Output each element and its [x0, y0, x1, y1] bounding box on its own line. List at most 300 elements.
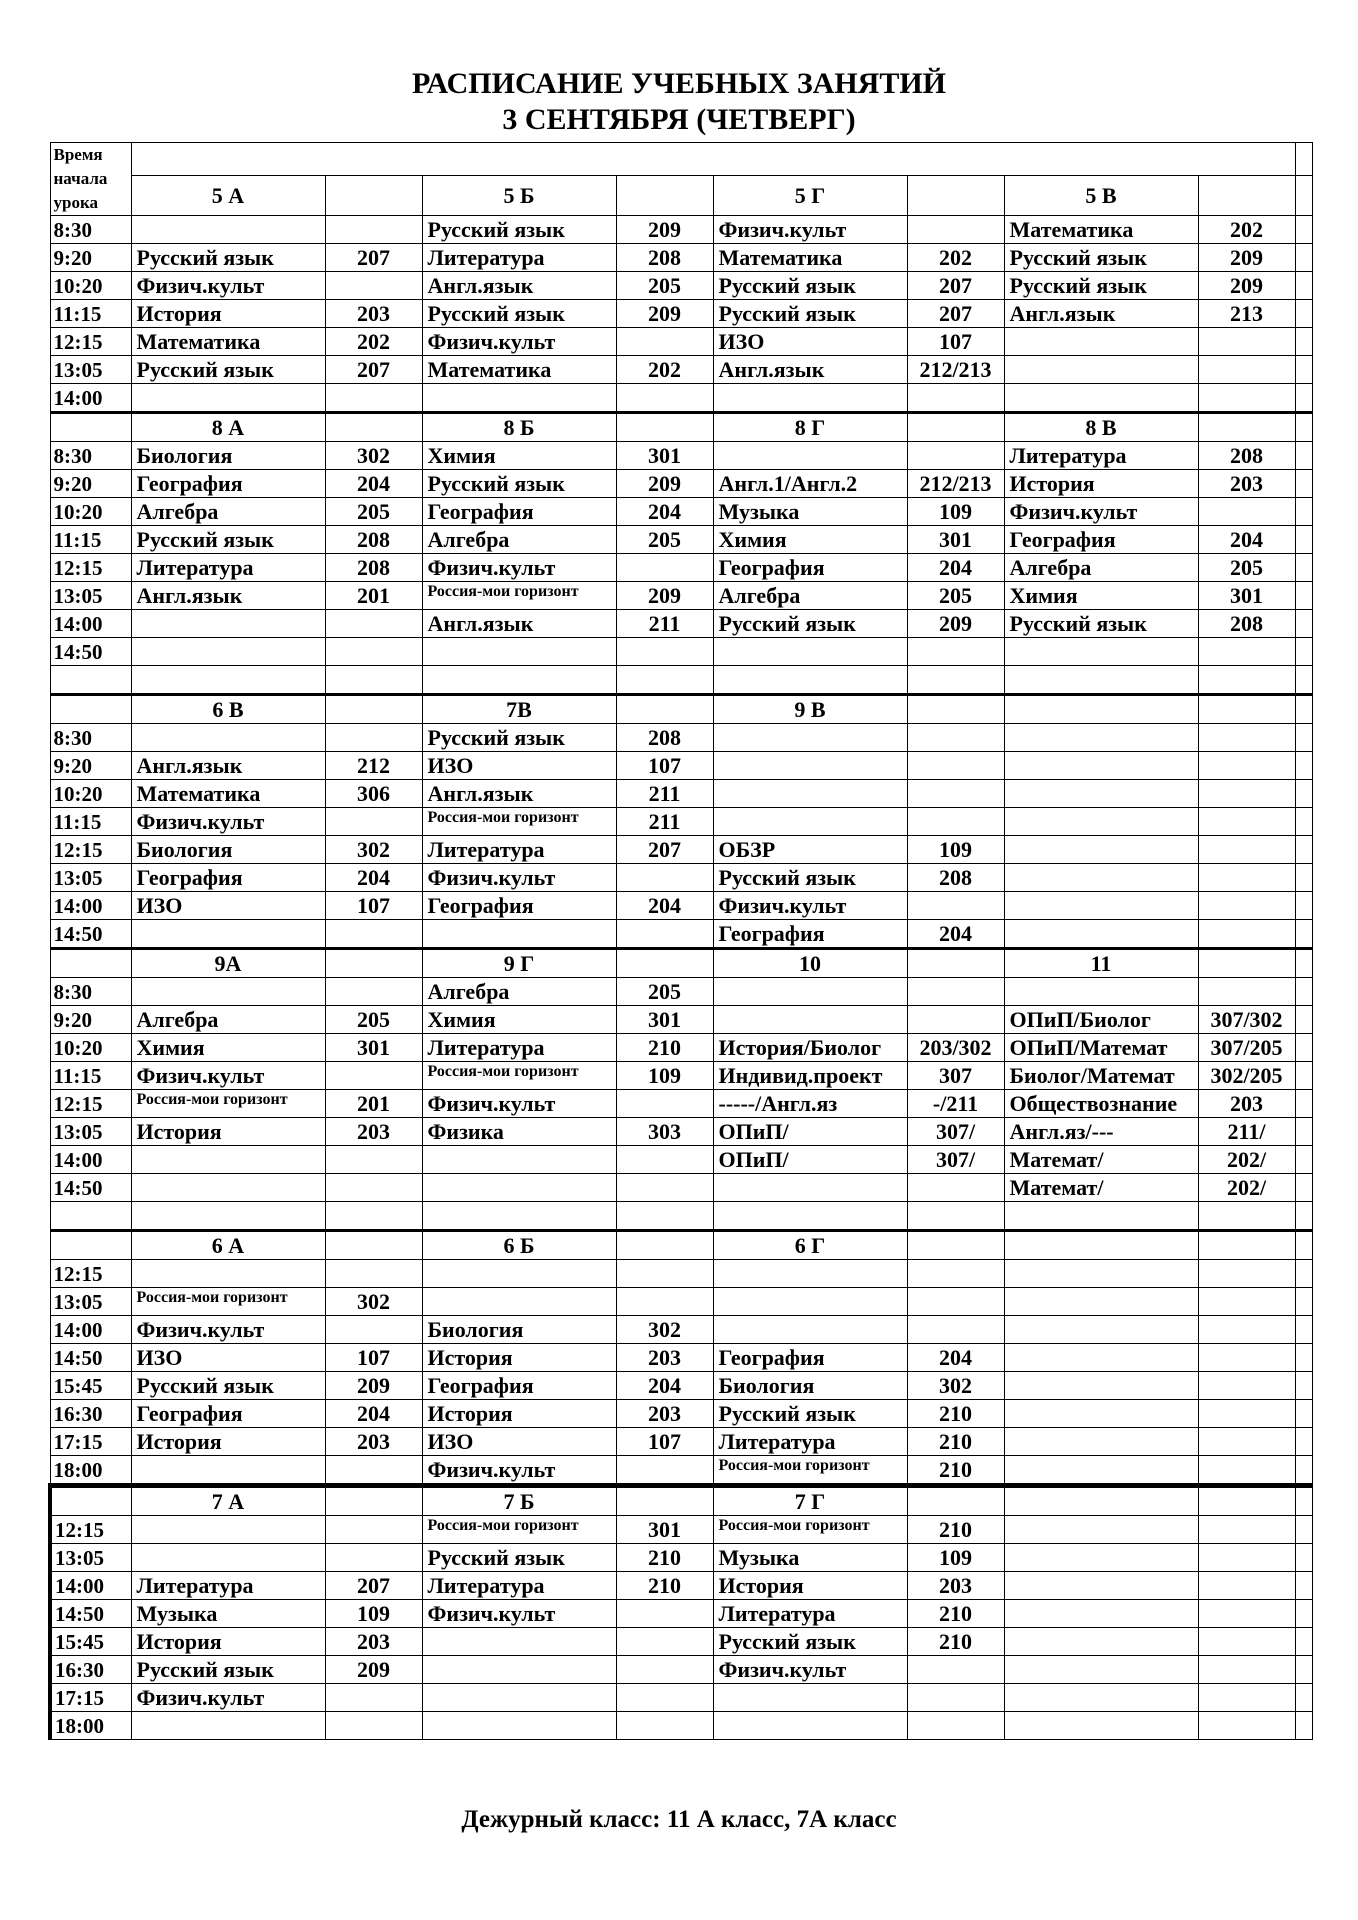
room-number: [907, 1202, 1004, 1231]
room-number: 203: [1198, 1090, 1295, 1118]
edge-cell: [1295, 1174, 1312, 1202]
room-number: 205: [907, 582, 1004, 610]
lesson-time: 13:05: [50, 1544, 131, 1572]
subject: Обществознание: [1004, 1090, 1198, 1118]
lesson-row: [50, 1006, 1312, 1034]
room-number: 203: [325, 300, 422, 328]
subject: Математ/: [1004, 1174, 1198, 1202]
subject: [422, 666, 616, 695]
room-number: 205: [1198, 554, 1295, 582]
room-number: [907, 752, 1004, 780]
room-header-cell: [907, 695, 1004, 724]
room-number: 208: [1198, 442, 1295, 470]
subject: [1004, 920, 1198, 949]
lesson-row: [50, 384, 1312, 413]
lesson-time: 14:00: [50, 892, 131, 920]
class-name: 11: [1004, 949, 1198, 978]
edge-cell: [1295, 1628, 1312, 1656]
subject: Математика: [131, 780, 325, 808]
subject: -----/Англ.яз: [713, 1090, 907, 1118]
room-number: [616, 1600, 713, 1628]
room-number: 203: [325, 1428, 422, 1456]
room-number: 204: [616, 892, 713, 920]
room-header-cell: [325, 1486, 422, 1516]
room-number: [907, 1316, 1004, 1344]
subject: Физика: [422, 1118, 616, 1146]
room-number: [325, 1544, 422, 1572]
subject: [713, 1006, 907, 1034]
subject: Русский язык: [713, 610, 907, 638]
lesson-row: [50, 470, 1312, 498]
subject: Русский язык: [131, 1656, 325, 1684]
room-number: [325, 610, 422, 638]
room-number: 204: [907, 1344, 1004, 1372]
subject: Русский язык: [713, 1628, 907, 1656]
edge-cell: [1295, 836, 1312, 864]
room-number: [325, 638, 422, 666]
subject: Химия: [422, 442, 616, 470]
class-name: 9А: [131, 949, 325, 978]
subject: Физич.культ: [131, 1062, 325, 1090]
lesson-time: 13:05: [50, 1118, 131, 1146]
room-number: 207: [907, 300, 1004, 328]
lesson-time: 10:20: [50, 272, 131, 300]
subject: [422, 1174, 616, 1202]
class-header-row: [50, 695, 1312, 724]
subject: [1004, 1628, 1198, 1656]
room-number: [616, 554, 713, 582]
room-number: 203: [325, 1628, 422, 1656]
edge-cell: [1295, 216, 1312, 244]
subject: Алгебра: [131, 1006, 325, 1034]
subject: Русский язык: [422, 470, 616, 498]
subject: Англ.язык: [713, 356, 907, 384]
room-number: [1198, 892, 1295, 920]
room-number: [907, 442, 1004, 470]
room-number: 211: [616, 808, 713, 836]
subject: [1004, 1516, 1198, 1544]
page-subtitle: 3 СЕНТЯБРЯ (ЧЕТВЕРГ): [502, 103, 856, 136]
room-number: [1198, 1260, 1295, 1288]
room-number: 203: [1198, 470, 1295, 498]
class-name: 6 В: [131, 695, 325, 724]
subject: Математика: [422, 356, 616, 384]
subject: [713, 978, 907, 1006]
lesson-row: [50, 638, 1312, 666]
subject: ИЗО: [713, 328, 907, 356]
room-number: 205: [325, 1006, 422, 1034]
subject: История: [422, 1400, 616, 1428]
lesson-time: 12:15: [50, 328, 131, 356]
room-number: [907, 780, 1004, 808]
class-name: 6 Б: [422, 1231, 616, 1260]
subject: Биология: [131, 442, 325, 470]
edge-cell: [1295, 724, 1312, 752]
room-number: 109: [907, 836, 1004, 864]
subject: Алгебра: [1004, 554, 1198, 582]
lesson-row: [50, 808, 1312, 836]
lesson-time: 13:05: [50, 1288, 131, 1316]
room-number: 307: [907, 1062, 1004, 1090]
subject: [131, 610, 325, 638]
room-number: [616, 1202, 713, 1231]
edge-cell: [1295, 384, 1312, 413]
edge-cell: [1295, 1516, 1312, 1544]
time-cell: [50, 695, 131, 724]
subject: [131, 978, 325, 1006]
edge-cell: [1295, 1712, 1312, 1740]
subject: История: [131, 1628, 325, 1656]
room-number: 109: [907, 1544, 1004, 1572]
subject: Биолог/Математ: [1004, 1062, 1198, 1090]
room-number: [325, 1712, 422, 1740]
lesson-row: [50, 836, 1312, 864]
subject: Русский язык: [422, 300, 616, 328]
room-number: [1198, 920, 1295, 949]
room-header-cell: [616, 1231, 713, 1260]
room-number: 205: [616, 272, 713, 300]
subject: [1004, 1656, 1198, 1684]
subject: Алгебра: [422, 978, 616, 1006]
subject: [422, 1656, 616, 1684]
lesson-time: [50, 666, 131, 695]
room-number: [616, 864, 713, 892]
subject: [1004, 1400, 1198, 1428]
subject: Физич.культ: [131, 272, 325, 300]
subject: Россия-мои горизонт: [713, 1456, 907, 1486]
room-number: [1198, 498, 1295, 526]
subject: История/Биолог: [713, 1034, 907, 1062]
subject: Индивид.проект: [713, 1062, 907, 1090]
room-number: [325, 1456, 422, 1486]
room-header-cell: [325, 413, 422, 442]
room-number: [907, 1006, 1004, 1034]
room-number: [1198, 1684, 1295, 1712]
room-number: 210: [616, 1572, 713, 1600]
time-header-word: урока: [53, 193, 98, 212]
subject: Физич.культ: [422, 554, 616, 582]
class-name: 5 В: [1004, 176, 1198, 216]
subject: ОБЗР: [713, 836, 907, 864]
edge-cell: [1295, 442, 1312, 470]
room-number: [325, 1174, 422, 1202]
subject: [713, 1202, 907, 1231]
lesson-time: 14:00: [50, 384, 131, 413]
room-number: [1198, 1456, 1295, 1486]
room-header-cell: [325, 176, 422, 216]
subject: Математика: [131, 328, 325, 356]
lesson-time: 9:20: [50, 244, 131, 272]
lesson-row: [50, 1062, 1312, 1090]
edge-cell: [1295, 808, 1312, 836]
class-name: 9 Г: [422, 949, 616, 978]
lesson-time: 14:00: [50, 1146, 131, 1174]
lesson-time: 15:45: [50, 1628, 131, 1656]
lesson-row: [50, 1544, 1312, 1572]
lesson-row: [50, 356, 1312, 384]
room-number: [616, 1260, 713, 1288]
room-number: [325, 1316, 422, 1344]
subject: [131, 638, 325, 666]
room-number: [325, 1516, 422, 1544]
edge-cell: [1295, 638, 1312, 666]
lesson-row: [50, 752, 1312, 780]
room-number: 204: [616, 1372, 713, 1400]
subject: [1004, 1600, 1198, 1628]
subject: Биология: [131, 836, 325, 864]
room-number: 209: [907, 610, 1004, 638]
room-number: 204: [907, 554, 1004, 582]
edge-cell: [1295, 666, 1312, 695]
room-header-cell: [907, 413, 1004, 442]
lesson-time: 9:20: [50, 1006, 131, 1034]
room-number: 207: [325, 1572, 422, 1600]
subject: Англ.1/Англ.2: [713, 470, 907, 498]
room-number: 209: [325, 1656, 422, 1684]
subject: Россия-мои горизонт: [422, 582, 616, 610]
edge-cell: [1295, 1372, 1312, 1400]
edge-cell: [1295, 526, 1312, 554]
room-number: 207: [616, 836, 713, 864]
subject: История: [131, 300, 325, 328]
room-number: 302: [325, 836, 422, 864]
subject: [131, 1174, 325, 1202]
room-number: 302/205: [1198, 1062, 1295, 1090]
time-header-word: начала: [53, 169, 108, 188]
room-number: [616, 1628, 713, 1656]
subject: История: [1004, 470, 1198, 498]
room-number: 202: [907, 244, 1004, 272]
room-number: 209: [325, 1372, 422, 1400]
lesson-row: [50, 1118, 1312, 1146]
subject: Физич.культ: [713, 1656, 907, 1684]
room-number: [1198, 356, 1295, 384]
subject: Физич.культ: [131, 1684, 325, 1712]
subject: Биология: [713, 1372, 907, 1400]
room-number: [325, 1684, 422, 1712]
room-number: 302: [616, 1316, 713, 1344]
class-name: 5 Г: [713, 176, 907, 216]
subject: География: [713, 920, 907, 949]
room-number: 202/: [1198, 1174, 1295, 1202]
subject: Физич.культ: [422, 1456, 616, 1486]
subject: Русский язык: [1004, 244, 1198, 272]
room-number: 210: [907, 1400, 1004, 1428]
room-header-cell: [1198, 949, 1295, 978]
subject: Русский язык: [713, 272, 907, 300]
room-number: [1198, 978, 1295, 1006]
room-number: 107: [325, 1344, 422, 1372]
lesson-row: [50, 554, 1312, 582]
time-cell: [50, 1231, 131, 1260]
subject: [422, 1260, 616, 1288]
room-number: [325, 724, 422, 752]
room-number: 208: [616, 724, 713, 752]
subject: [713, 1288, 907, 1316]
subject: [1004, 752, 1198, 780]
subject: [422, 384, 616, 413]
subject: [1004, 384, 1198, 413]
lesson-row: [50, 1146, 1312, 1174]
subject: [131, 1146, 325, 1174]
lesson-time: 8:30: [50, 442, 131, 470]
subject: [1004, 1428, 1198, 1456]
subject: [422, 1712, 616, 1740]
subject: [1004, 864, 1198, 892]
room-number: 207: [325, 356, 422, 384]
lesson-row: [50, 1712, 1312, 1740]
lesson-row: [50, 272, 1312, 300]
room-number: [907, 638, 1004, 666]
room-number: 204: [1198, 526, 1295, 554]
room-number: 301: [907, 526, 1004, 554]
subject: [1004, 780, 1198, 808]
subject: [131, 1712, 325, 1740]
room-number: 301: [325, 1034, 422, 1062]
room-number: 107: [616, 1428, 713, 1456]
room-number: 203: [616, 1400, 713, 1428]
lesson-time: 15:45: [50, 1372, 131, 1400]
room-number: [1198, 1572, 1295, 1600]
lesson-time: 11:15: [50, 1062, 131, 1090]
subject: ОПиП/Биолог: [1004, 1006, 1198, 1034]
lesson-time: 13:05: [50, 356, 131, 384]
class-name: [1004, 695, 1198, 724]
subject: [422, 1146, 616, 1174]
subject: [131, 1456, 325, 1486]
edge-cell: [1295, 1428, 1312, 1456]
room-number: 205: [325, 498, 422, 526]
room-number: [1198, 1372, 1295, 1400]
room-number: 208: [1198, 610, 1295, 638]
subject: [1004, 1202, 1198, 1231]
room-header-cell: [907, 1231, 1004, 1260]
room-number: [325, 978, 422, 1006]
room-number: [907, 978, 1004, 1006]
room-number: [907, 1174, 1004, 1202]
class-name: 6 А: [131, 1231, 325, 1260]
subject: Музыка: [713, 1544, 907, 1572]
lesson-time: 8:30: [50, 724, 131, 752]
edge-cell: [1295, 1006, 1312, 1034]
room-number: [1198, 1400, 1295, 1428]
subject: Физич.культ: [713, 216, 907, 244]
subject: География: [422, 1372, 616, 1400]
subject: [422, 638, 616, 666]
room-number: [907, 1288, 1004, 1316]
subject: Физич.культ: [422, 864, 616, 892]
edge-cell: [1295, 244, 1312, 272]
room-number: 202: [325, 328, 422, 356]
room-number: 207: [325, 244, 422, 272]
subject: [1004, 1544, 1198, 1572]
room-number: 210: [907, 1628, 1004, 1656]
subject: Физич.культ: [422, 1600, 616, 1628]
subject: Русский язык: [1004, 610, 1198, 638]
class-header-row: [50, 1231, 1312, 1260]
room-number: [1198, 1712, 1295, 1740]
room-number: 212/213: [907, 470, 1004, 498]
room-number: 208: [907, 864, 1004, 892]
lesson-row: [50, 1372, 1312, 1400]
room-header-cell: [1198, 695, 1295, 724]
room-header-cell: [907, 1486, 1004, 1516]
lesson-time: 12:15: [50, 1260, 131, 1288]
subject: [1004, 1260, 1198, 1288]
subject: Англ.язык: [131, 752, 325, 780]
lesson-row: [50, 666, 1312, 695]
room-number: [1198, 384, 1295, 413]
lesson-time: 14:00: [50, 1316, 131, 1344]
subject: [1004, 1288, 1198, 1316]
edge-cell: [1295, 272, 1312, 300]
subject: Русский язык: [713, 1400, 907, 1428]
room-number: [1198, 328, 1295, 356]
room-number: [616, 666, 713, 695]
subject: Алгебра: [131, 498, 325, 526]
room-number: 212: [325, 752, 422, 780]
subject: [1004, 1712, 1198, 1740]
class-name: 7 А: [131, 1486, 325, 1516]
room-number: [907, 1712, 1004, 1740]
lesson-row: [50, 724, 1312, 752]
edge-cell: [1295, 1288, 1312, 1316]
room-number: [616, 1174, 713, 1202]
lesson-time: 16:30: [50, 1400, 131, 1428]
subject: [422, 920, 616, 949]
edge-cell: [1295, 356, 1312, 384]
subject: Литература: [1004, 442, 1198, 470]
subject: Русский язык: [1004, 272, 1198, 300]
lesson-row: [50, 1572, 1312, 1600]
subject: История: [131, 1428, 325, 1456]
class-name: 10: [713, 949, 907, 978]
subject: Литература: [422, 836, 616, 864]
edge-cell: [1295, 328, 1312, 356]
lesson-row: [50, 328, 1312, 356]
subject: [1004, 892, 1198, 920]
subject: Литература: [131, 1572, 325, 1600]
time-cell: [50, 949, 131, 978]
lesson-time: 12:15: [50, 554, 131, 582]
edge-cell: [1295, 695, 1312, 724]
edge-cell: [1295, 1656, 1312, 1684]
class-name: [1004, 1231, 1198, 1260]
edge-cell: [1295, 143, 1312, 176]
subject: Русский язык: [713, 300, 907, 328]
edge-cell: [1295, 1062, 1312, 1090]
class-name: 7В: [422, 695, 616, 724]
subject: [713, 442, 907, 470]
subject: Алгебра: [422, 526, 616, 554]
edge-cell: [1295, 780, 1312, 808]
room-number: [616, 1456, 713, 1486]
subject: Физич.культ: [131, 1316, 325, 1344]
subject: Биология: [422, 1316, 616, 1344]
subject: [713, 724, 907, 752]
lesson-row: [50, 892, 1312, 920]
room-header-cell: [1198, 176, 1295, 216]
time-cell: [50, 1486, 131, 1516]
edge-cell: [1295, 1544, 1312, 1572]
room-header-cell: [616, 695, 713, 724]
edge-cell: [1295, 470, 1312, 498]
room-number: [907, 1656, 1004, 1684]
class-name: 5 А: [131, 176, 325, 216]
edge-cell: [1295, 1034, 1312, 1062]
room-number: 204: [616, 498, 713, 526]
lesson-time: 16:30: [50, 1656, 131, 1684]
